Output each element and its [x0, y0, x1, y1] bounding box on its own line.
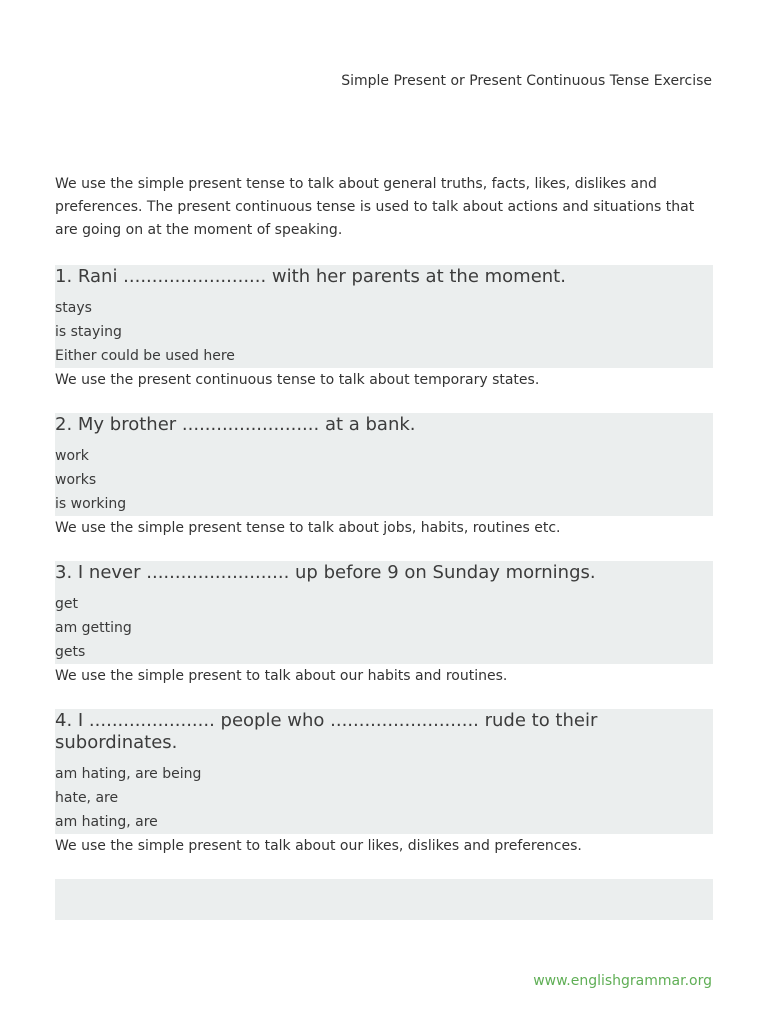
option-2[interactable]: hate, are	[55, 790, 119, 806]
explanation: We use the present continuous tense to talk about temporary states.	[55, 372, 540, 388]
option-3[interactable]: gets	[55, 644, 86, 660]
option-1[interactable]: work	[55, 448, 89, 464]
empty-placeholder-box	[55, 879, 713, 920]
question-text: 1. Rani ......................... with her parents at the moment.	[55, 266, 566, 287]
question-box	[55, 561, 713, 664]
explanation: We use the simple present to talk about our habits and routines.	[55, 668, 508, 684]
question-2	[55, 413, 713, 540]
question-text: 2. My brother ........................ at a bank.	[55, 414, 416, 435]
intro-paragraph: We use the simple present tense to talk about general truths, facts, likes, dislikes and preferences. The present continuous tense is used to talk about actions and situations that are going on at the moment of speaking.	[55, 176, 695, 238]
question-3	[55, 561, 713, 688]
question-box	[55, 413, 713, 516]
page-title: Simple Present or Present Continuous Tense Exercise	[341, 73, 712, 89]
option-2[interactable]: works	[55, 472, 97, 488]
option-2[interactable]: am getting	[55, 620, 132, 636]
option-1[interactable]: get	[55, 596, 78, 612]
explanation: We use the simple present to talk about our likes, dislikes and preferences.	[55, 838, 582, 854]
question-text: 3. I never ......................... up before 9 on Sunday mornings.	[55, 562, 596, 583]
question-box	[55, 709, 713, 834]
option-2[interactable]: is staying	[55, 324, 122, 340]
question-box	[55, 265, 713, 368]
explanation: We use the simple present tense to talk about jobs, habits, routines etc.	[55, 520, 561, 536]
option-3[interactable]: am hating, are	[55, 814, 158, 830]
options-list	[55, 762, 713, 834]
options-list	[55, 444, 713, 516]
option-1[interactable]: stays	[55, 300, 92, 316]
question-text: 4. I ...................... people who .......................... rude to their subordinates.	[55, 710, 598, 753]
option-3[interactable]: is working	[55, 496, 127, 512]
option-3[interactable]: Either could be used here	[55, 348, 235, 364]
options-list	[55, 296, 713, 368]
options-list	[55, 592, 713, 664]
footer-site-link[interactable]: www.englishgrammar.org	[533, 973, 712, 989]
question-1	[55, 265, 713, 392]
option-1[interactable]: am hating, are being	[55, 766, 202, 782]
question-4	[55, 709, 713, 858]
